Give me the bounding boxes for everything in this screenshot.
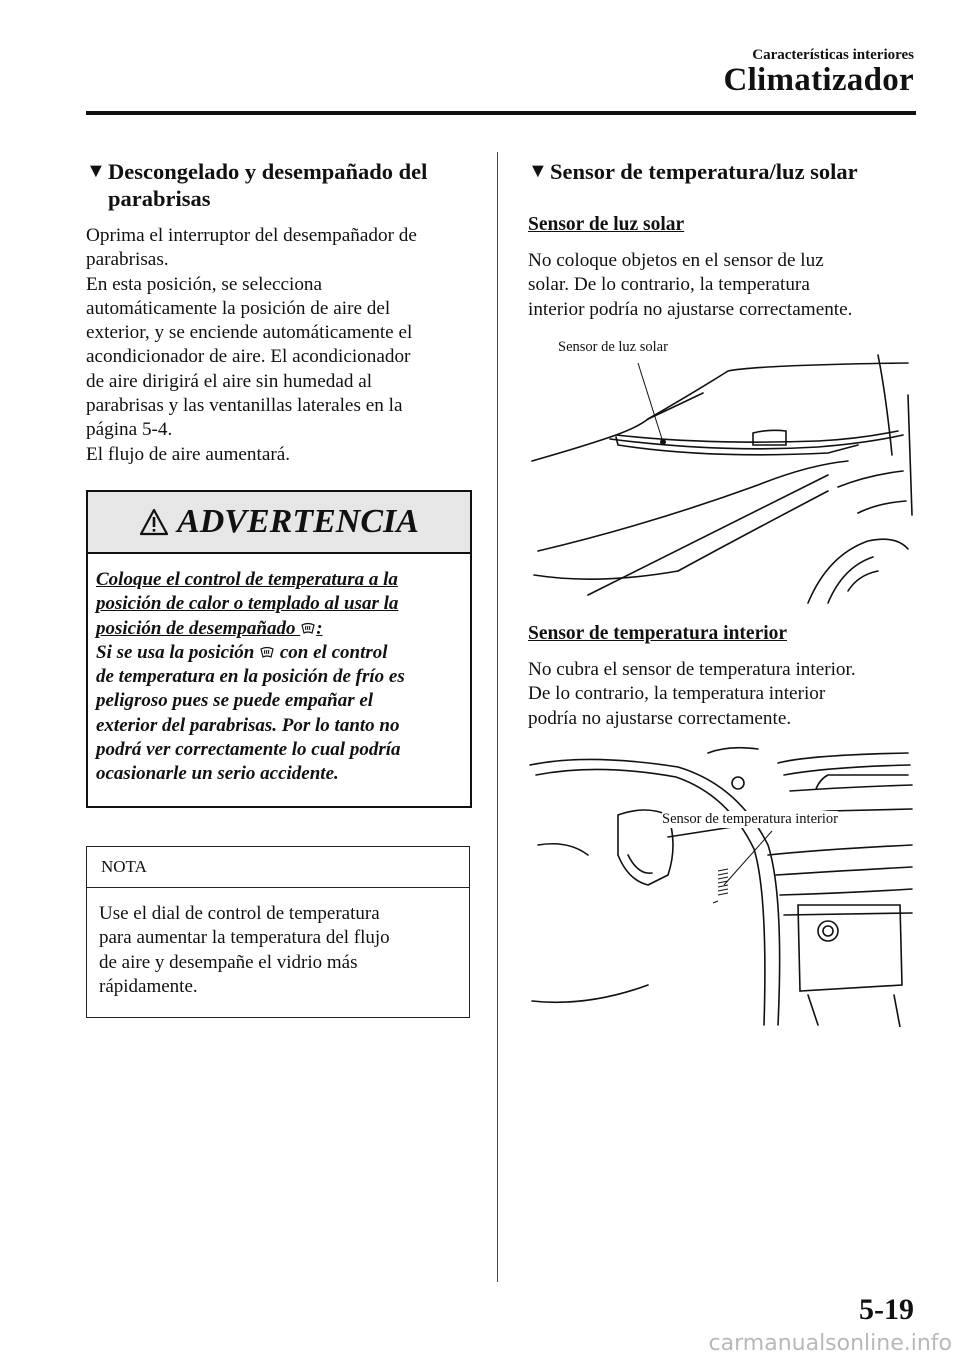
- watermark: carmanualsonline.info: [708, 1331, 952, 1356]
- subheading-sunlight-sensor: Sensor de luz solar: [528, 214, 685, 235]
- left-column: [86, 158, 478, 467]
- warning-triangle-icon: [139, 508, 169, 536]
- warning-box: [86, 490, 472, 808]
- warning-title: ADVERTENCIA: [177, 503, 419, 540]
- triangle-bullet-icon: ▼: [528, 160, 548, 182]
- defrost-paragraph: Oprima el interruptor del desempañador de parabrisas. En esta posición, se selecciona automáticamente la posición de aire del exterior, y se enciende automáticamente el acondicionador de aire. El acondicionador de aire dirigirá el aire sin humedad al parabrisas y las ventanillas laterales en la página 5-4. El flujo de aire aumentará.: [86, 225, 417, 465]
- section-title-sensor: ▼ Sensor de temperatura/luz solar: [528, 159, 858, 184]
- sunlight-sensor-paragraph: No coloque objetos en el sensor de luz solar. De lo contrario, la temperatura interior podría no ajustarse correctamente.: [528, 250, 853, 320]
- warning-body: Coloque el control de temperatura a la posición de calor o templado al usar la posición de desempañado : Si se usa la posición con el control de temperatura en la posición de frío es peligroso pues se puede empañar el exterior del parabrisas. Por lo tanto no podrá ver correctamente lo cual podría ocasionarle un serio accidente.: [96, 569, 405, 785]
- dashboard-windshield-illustration: [528, 335, 918, 607]
- header-rule: [86, 111, 916, 115]
- windshield-defroster-icon: [301, 621, 315, 635]
- warning-header: [88, 492, 470, 554]
- page-number: 5-19: [859, 1293, 914, 1326]
- right-column: [528, 158, 920, 322]
- note-box: [86, 846, 470, 1018]
- note-title: NOTA: [87, 847, 469, 888]
- windshield-defroster-icon: [260, 645, 274, 659]
- note-body: Use el dial de control de temperatura para aumentar la temperatura del flujo de aire y desempañe el vidrio más rápidamente.: [99, 903, 390, 997]
- sunlight-sensor-callout: Sensor de luz solar: [558, 339, 668, 355]
- chapter-label: Características interiores: [752, 47, 914, 63]
- subheading-interior-sensor: Sensor de temperatura interior: [528, 623, 788, 644]
- section-title-defrost: ▼ Descongelado y desempañado del parabrisas: [86, 159, 428, 211]
- interior-sensor-section: [528, 622, 920, 731]
- triangle-bullet-icon: ▼: [86, 160, 106, 182]
- column-divider: [497, 152, 498, 1282]
- steering-wheel-dashboard-illustration: [528, 745, 918, 1027]
- interior-sensor-callout: Sensor de temperatura interior: [662, 811, 838, 827]
- page-title: Climatizador: [723, 62, 914, 98]
- interior-sensor-figure: [528, 745, 918, 1027]
- sunlight-sensor-figure: [528, 335, 918, 607]
- interior-sensor-paragraph: No cubra el sensor de temperatura interior. De lo contrario, la temperatura interior podría no ajustarse correctamente.: [528, 659, 856, 729]
